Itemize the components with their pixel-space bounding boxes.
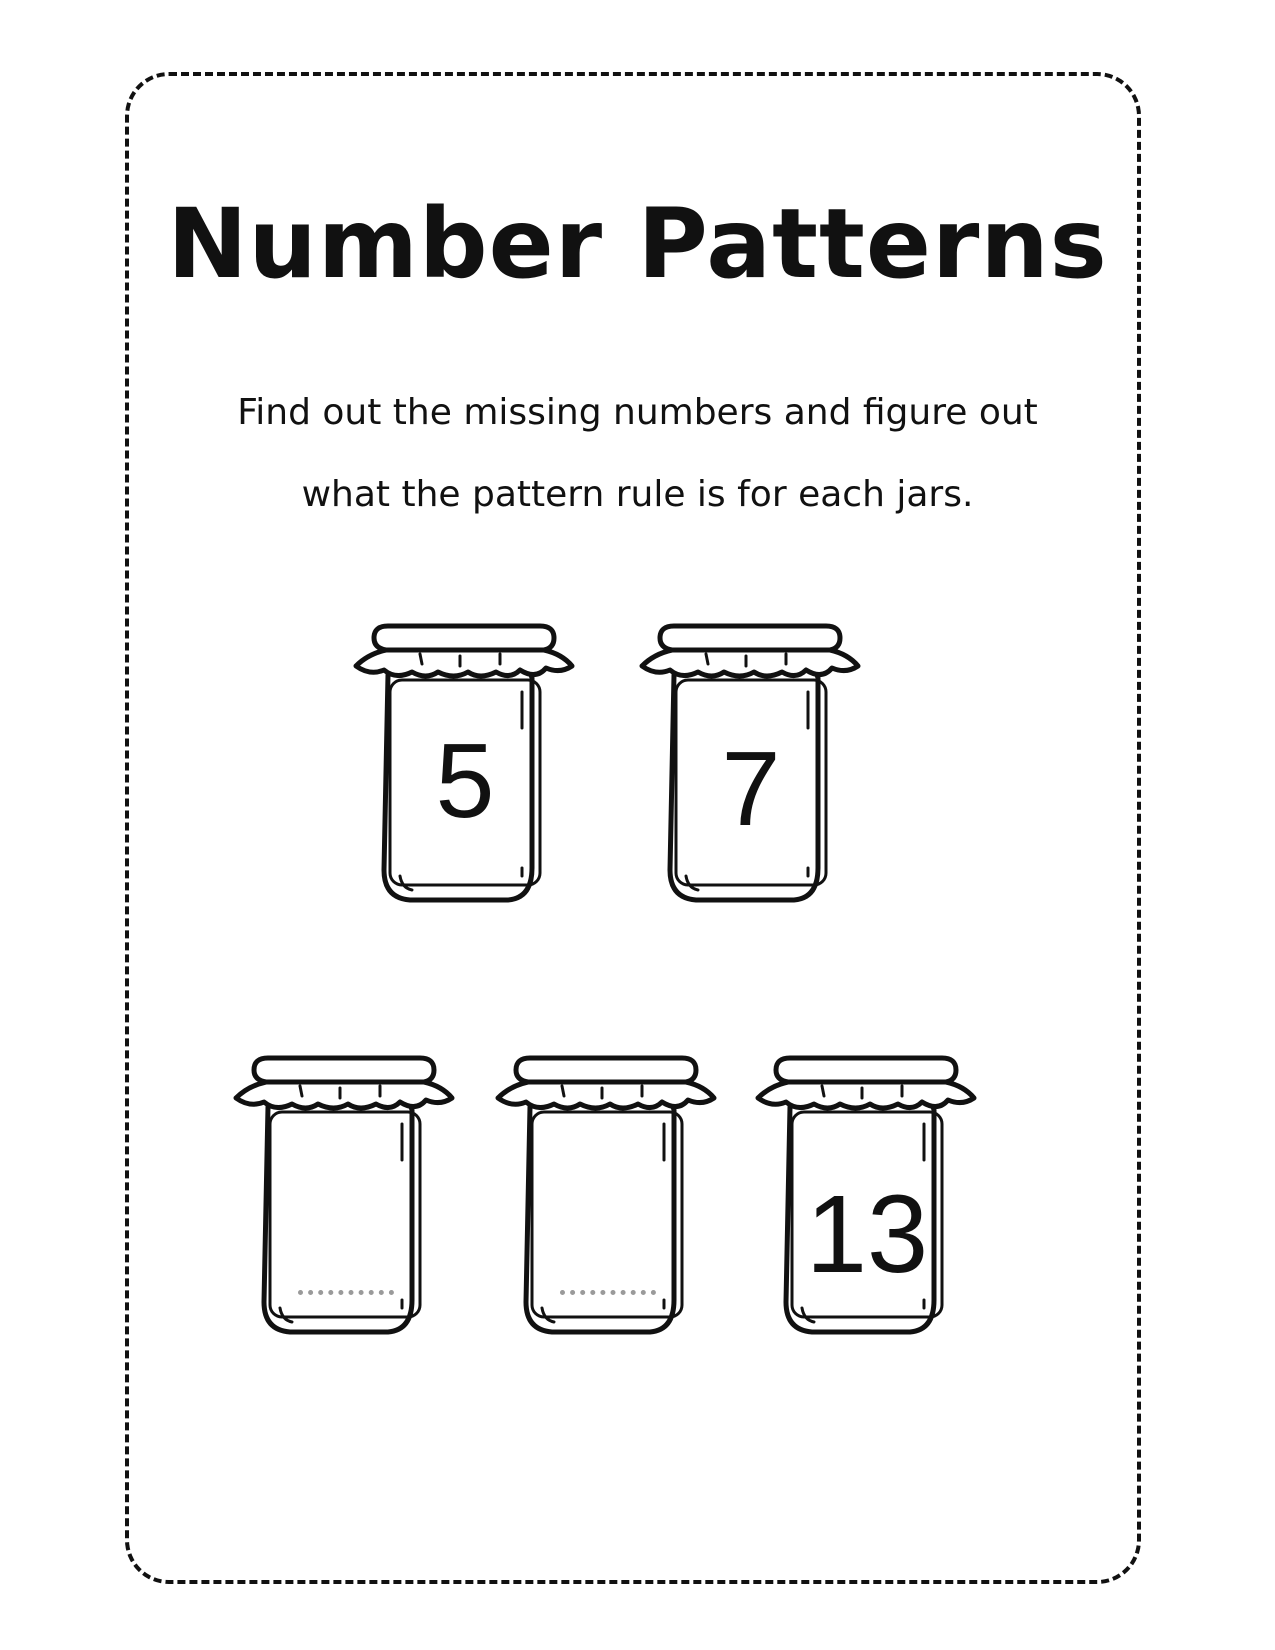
instructions-line-2: what the pattern rule is for each jars.: [301, 474, 974, 515]
jar-1: [350, 620, 580, 920]
instructions-line-1: Find out the missing numbers and figure out: [237, 392, 1038, 433]
jar-number: 7: [721, 730, 781, 848]
answer-blank[interactable]: [560, 1290, 656, 1295]
jar-number: 13: [805, 1173, 929, 1296]
jar-2: [636, 620, 866, 920]
jar-icon: [492, 1052, 722, 1352]
jar-3: [230, 1052, 460, 1352]
jar-icon: [230, 1052, 460, 1352]
jar-4: [492, 1052, 722, 1352]
answer-blank[interactable]: [298, 1290, 394, 1295]
jar-number: 5: [435, 722, 495, 840]
page-title: Number Patterns: [167, 188, 1108, 300]
instructions: [150, 372, 1125, 536]
jar-5: [752, 1052, 982, 1352]
